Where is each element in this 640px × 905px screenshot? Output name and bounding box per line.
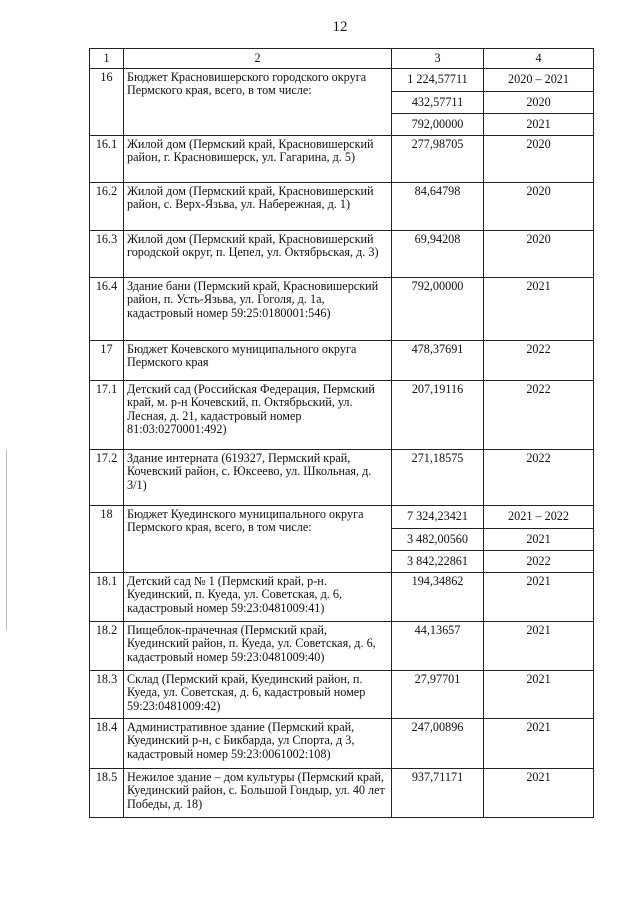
row-year: 2020 – 2021 (484, 69, 594, 92)
row-year: 2021 (484, 278, 594, 341)
budget-table (89, 48, 594, 818)
row-year: 2022 (484, 341, 594, 381)
row-amount: 7 324,23421 (392, 506, 484, 529)
row-number: 16 (90, 69, 124, 136)
table-row (90, 769, 594, 818)
row-year: 2021 (484, 529, 594, 551)
row-year: 2021 (484, 573, 594, 622)
row-number: 17 (90, 341, 124, 381)
row-year: 2021 – 2022 (484, 506, 594, 529)
table-row (90, 622, 594, 671)
table-row (90, 136, 594, 183)
row-number: 18 (90, 506, 124, 573)
row-description: Бюджет Красновишерского городского округа Пермского края, всего, в том числе: (124, 69, 392, 136)
row-amount: 69,94208 (392, 231, 484, 278)
row-year: 2022 (484, 450, 594, 506)
table-row (90, 183, 594, 231)
table-row (90, 69, 594, 92)
row-description: Здание бани (Пермский край, Красновишерский район, п. Усть-Язьва, ул. Гоголя, д. 1а, кадастровый номер 59:25:0180001:546) (124, 278, 392, 341)
row-year: 2021 (484, 719, 594, 769)
row-year: 2020 (484, 183, 594, 231)
row-amount: 277,98705 (392, 136, 484, 183)
row-amount: 792,00000 (392, 278, 484, 341)
row-amount: 207,19116 (392, 381, 484, 450)
row-amount: 937,71171 (392, 769, 484, 818)
row-year: 2021 (484, 671, 594, 719)
table-row (90, 278, 594, 341)
row-year: 2022 (484, 381, 594, 450)
row-number: 16.2 (90, 183, 124, 231)
row-description: Детский сад (Российская Федерация, Пермский край, м. р-н Кочевский, п. Октябрьский, ул. Лесная, д. 21, кадастровый номер 81:03:0270001:492) (124, 381, 392, 450)
row-amount: 27,97701 (392, 671, 484, 719)
column-header-2: 2 (124, 49, 392, 69)
table-row (90, 341, 594, 381)
page-number: 12 (332, 19, 348, 35)
row-year: 2020 (484, 92, 594, 114)
row-amount: 271,18575 (392, 450, 484, 506)
table-row (90, 450, 594, 506)
row-description: Жилой дом (Пермский край, Красновишерский район, с. Верх-Язьва, ул. Набережная, д. 1) (124, 183, 392, 231)
table-row (90, 719, 594, 769)
column-header-1: 1 (90, 49, 124, 69)
row-number: 18.2 (90, 622, 124, 671)
table-row (90, 573, 594, 622)
row-amount: 194,34862 (392, 573, 484, 622)
row-description: Нежилое здание – дом культуры (Пермский край, Куединский район, с. Большой Гондыр, ул. 40 лет Победы, д. 18) (124, 769, 392, 818)
row-number: 18.4 (90, 719, 124, 769)
row-year: 2021 (484, 622, 594, 671)
row-number: 17.2 (90, 450, 124, 506)
row-number: 18.3 (90, 671, 124, 719)
row-description: Жилой дом (Пермский край, Красновишерский городской округ, п. Цепел, ул. Октябрьская, д. 3) (124, 231, 392, 278)
table-row (90, 671, 594, 719)
table-row (90, 506, 594, 529)
row-description: Здание интерната (619327, Пермский край, Кочевский район, с. Юксеево, ул. Школьная, д. 3/1) (124, 450, 392, 506)
scan-edge-line (6, 450, 7, 630)
row-description: Бюджет Куединского муниципального округа Пермского края, всего, в том числе: (124, 506, 392, 573)
table-row (90, 231, 594, 278)
row-amount: 247,00896 (392, 719, 484, 769)
row-amount: 3 482,00560 (392, 529, 484, 551)
row-description: Детский сад № 1 (Пермский край, р-н. Куединский, п. Куеда, ул. Советская, д. 6, кадастровый номер 59:23:0481009:41) (124, 573, 392, 622)
row-description: Бюджет Кочевского муниципального округа Пермского края (124, 341, 392, 381)
row-amount: 84,64798 (392, 183, 484, 231)
column-header-3: 3 (392, 49, 484, 69)
row-number: 17.1 (90, 381, 124, 450)
row-year: 2020 (484, 136, 594, 183)
row-number: 18.5 (90, 769, 124, 818)
row-description: Пищеблок-прачечная (Пермский край, Куединский район, п. Куеда, ул. Советская, д. 6, кадастровый номер 59:23:0481009:40) (124, 622, 392, 671)
row-description: Жилой дом (Пермский край, Красновишерский район, г. Красновишерск, ул. Гагарина, д. 5) (124, 136, 392, 183)
row-year: 2020 (484, 231, 594, 278)
row-amount: 3 842,22861 (392, 551, 484, 573)
row-number: 16.3 (90, 231, 124, 278)
column-header-4: 4 (484, 49, 594, 69)
table-row (90, 381, 594, 450)
row-description: Склад (Пермский край, Куединский район, п. Куеда, ул. Советская, д. 6, кадастровый номер 59:23:0481009:42) (124, 671, 392, 719)
row-number: 16.4 (90, 278, 124, 341)
row-amount: 792,00000 (392, 114, 484, 136)
row-number: 16.1 (90, 136, 124, 183)
row-year: 2022 (484, 551, 594, 573)
row-amount: 1 224,57711 (392, 69, 484, 92)
row-number: 18.1 (90, 573, 124, 622)
table-header-row (90, 49, 594, 69)
row-amount: 432,57711 (392, 92, 484, 114)
row-amount: 44,13657 (392, 622, 484, 671)
row-amount: 478,37691 (392, 341, 484, 381)
row-year: 2021 (484, 769, 594, 818)
row-description: Административное здание (Пермский край, Куединский р-н, с Бикбарда, ул Спорта, д 3, кадастровый номер 59:23:0061002:108) (124, 719, 392, 769)
row-year: 2021 (484, 114, 594, 136)
